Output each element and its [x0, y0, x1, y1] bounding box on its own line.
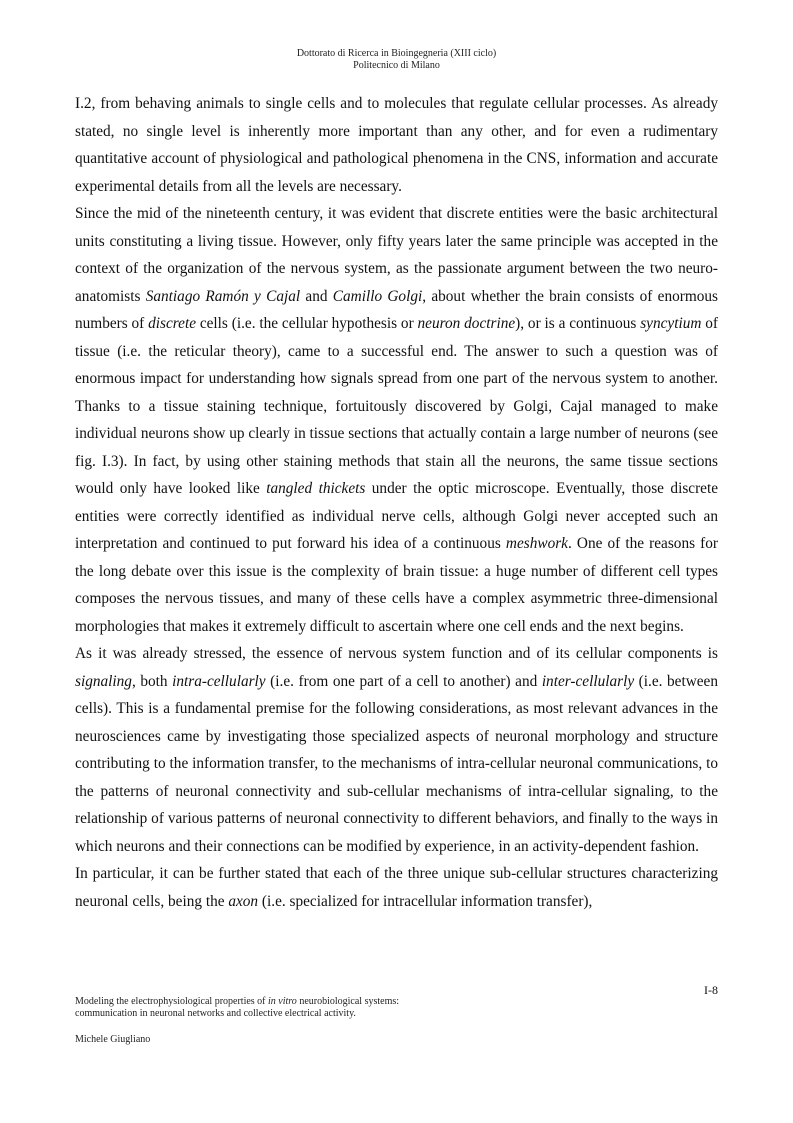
- page-header: [0, 48, 793, 72]
- paragraph: [75, 90, 718, 200]
- paragraph: [75, 860, 718, 915]
- footer-title-line1: [75, 996, 399, 1008]
- italic-term: intra-cellularly: [172, 672, 266, 690]
- text-run: ), or is a continuous: [515, 315, 641, 332]
- footer-title-italic: in vitro: [268, 996, 297, 1007]
- text-run: Since the mid of the nineteenth century, it was evident that discrete entities were the basic architectural units constituting a living tissue. However, only fifty years later the same principle was accepted in the context of the organization of the nervous system, as the passionate argument between the two neuro-anatomists: [75, 205, 718, 305]
- text-run: of tissue (i.e. the reticular theory), came to a successful end. The answer to such a question was of enormous impact for understanding how signals spread from one part of the nervous system to another. Thanks to a tissue staining technique, fortuitously discovered by Golgi, Cajal managed to make individual neurons show up clearly in tissue sections that actually contain a large number of neurons (see fig. I.3). In fact, by using other staining methods that stain all the neurons, the same tissue sections would only have looked like: [75, 315, 718, 497]
- text-run: under the optic microscope. Eventually, those discrete entities were correctly identified as individual nerve cells, although Golgi never accepted such an interpretation and continued to put forward his idea of a continuous: [75, 480, 718, 552]
- text-run: , about whether the brain consists of enormous numbers of: [75, 287, 718, 332]
- italic-term: signaling: [75, 672, 132, 690]
- text-run: (i.e. specialized for intracellular information transfer),: [258, 892, 593, 910]
- text-run: As it was already stressed, the essence of nervous system function and of its cellular components is: [75, 645, 718, 662]
- footer-title-line2: communication in neuronal networks and collective electrical activity.: [75, 1008, 356, 1019]
- italic-term: discrete: [148, 315, 196, 332]
- text-run: (i.e. between cells). This is a fundamental premise for the following considerations, as most relevant advances in the neurosciences came by investigating those specialized aspects of neuronal morphology and structure contributing to the information transfer, to the mechanisms of intra-cellular neuronal communications, to the patterns of neuronal connectivity and sub-cellular mechanisms of intra-cellular signaling, to the relationship of various patterns of neuronal connectivity to different behaviors, and finally to the ways in which neurons and their connections can be modified by experience, in an activity-dependent fashion.: [75, 672, 718, 855]
- header-program: Dottorato di Ricerca in Bioingegneria (XIII ciclo): [296, 48, 497, 59]
- text-run: , both: [131, 672, 173, 690]
- paragraph: [75, 640, 718, 860]
- footer-title-suffix: neurobiological systems:: [296, 996, 400, 1007]
- italic-term: Santiago Ramón y Cajal: [145, 287, 301, 305]
- italic-term: tangled thickets: [266, 480, 366, 497]
- page-number: I-8: [704, 983, 718, 997]
- text-run: and: [300, 287, 333, 305]
- italic-term: axon: [228, 892, 259, 910]
- text-run: I.2, from behaving animals to single cells and to molecules that regulate cellular processes. As already stated, no single level is inherently more important than any other, and for even a rudimentary quantitative account of physiological and pathological phenomena in the CNS, information and accurate experimental details from all the levels are necessary.: [75, 95, 718, 195]
- italic-term: meshwork: [505, 535, 568, 552]
- text-run: (i.e. from one part of a cell to another) and: [265, 672, 542, 690]
- italic-term: syncytium: [640, 315, 702, 332]
- text-run: . One of the reasons for the long debate over this issue is the complexity of brain tissue: a huge number of different cell types composes the nervous tissues, and many of these cells have a complex asymmetric three-dimensional morphologies that makes it extremely difficult to ascertain where one cell ends and the next begins.: [75, 535, 718, 635]
- italic-term: inter-cellularly: [541, 672, 635, 690]
- italic-term: neuron doctrine: [417, 315, 516, 332]
- italic-term: Camillo Golgi: [332, 287, 423, 305]
- header-institution: Politecnico di Milano: [353, 60, 440, 71]
- text-run: cells (i.e. the cellular hypothesis or: [196, 315, 418, 332]
- text-run: In particular, it can be further stated that each of the three unique sub-cellular structures characterizing neuronal cells, being the: [75, 865, 718, 910]
- page-footer: [75, 996, 399, 1020]
- footer-author: Michele Giugliano: [75, 1034, 151, 1045]
- footer-title-prefix: Modeling the electrophysiological properties of: [75, 996, 269, 1007]
- paragraph: [75, 200, 718, 640]
- body-text: [75, 90, 718, 915]
